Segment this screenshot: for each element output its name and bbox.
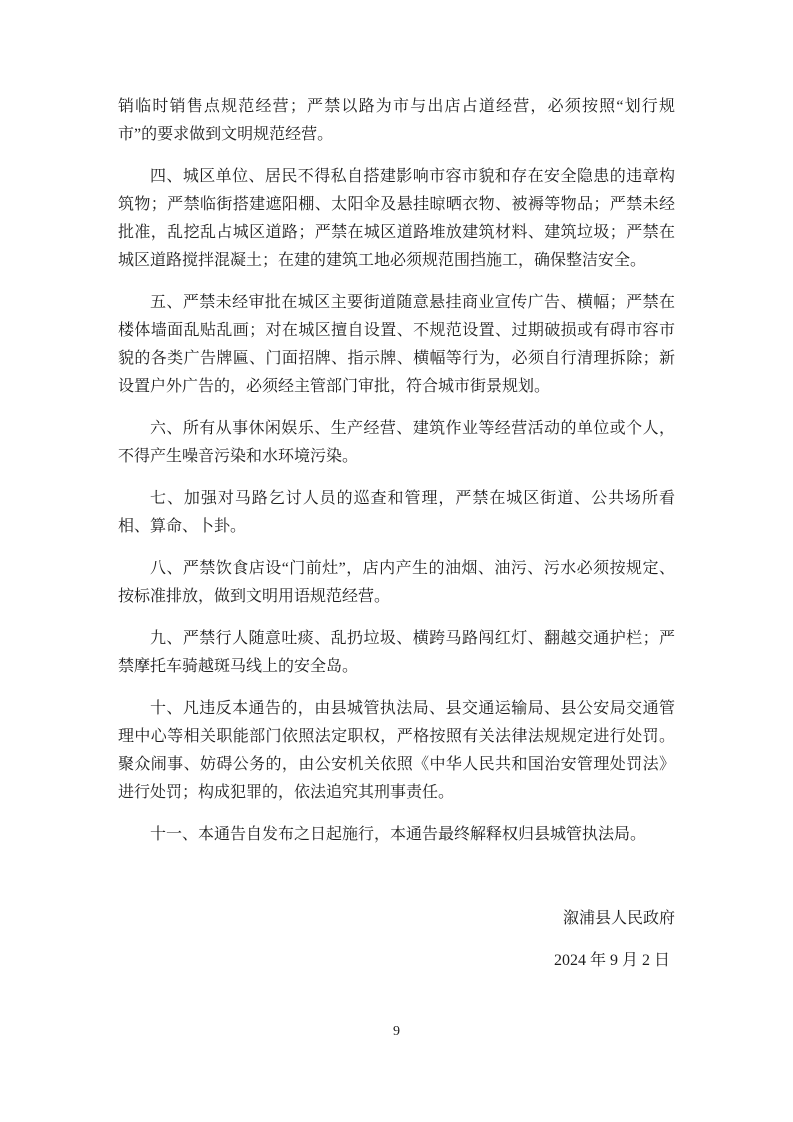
paragraph-item-6: 六、所有从事休闲娱乐、生产经营、建筑作业等经营活动的单位或个人，不得产生噪音污染和水环境污染。 [118, 420, 675, 465]
paragraph-item-4: 四、城区单位、居民不得私自搭建影响市容市貌和存在安全隐患的违章构筑物；严禁临街搭建遮阳棚、太阳伞及悬挂晾晒衣物、被褥等物品；严禁未经批准，乱挖乱占城区道路；严禁在城区道路堆放建筑材料、建筑垃圾；严禁在城区道路搅拌混凝土；在建的建筑工地必须规范围挡施工，确保整洁安全。 [118, 168, 675, 269]
paragraph-item-5: 五、严禁未经审批在城区主要街道随意悬挂商业宣传广告、横幅；严禁在楼体墙面乱贴乱画；对在城区擅自设置、不规范设置、过期破损或有碍市容市貌的各类广告牌匾、门面招牌、指示牌、横幅等行为，必须自行清理拆除；新设置户外广告的，必须经主管部门审批，符合城市街景规划。 [118, 294, 675, 395]
document-body [118, 93, 675, 975]
paragraph-item-10: 十、凡违反本通告的，由县城管执法局、县交通运输局、县公安局交通管理中心等相关职能部门依照法定职权，严格按照有关法律法规规定进行处罚。聚众闹事、妨碍公务的，由公安机关依照《中华人民共和国治安管理处罚法》进行处罚；构成犯罪的，依法追究其刑事责任。 [118, 700, 675, 801]
page-number: 9 [393, 1024, 400, 1039]
issuer-signature: 溆浦县人民政府 [562, 910, 675, 927]
paragraph-item-11: 十一、本通告自发布之日起施行，本通告最终解释权归县城管执法局。 [150, 826, 647, 843]
paragraph-item-8: 八、严禁饮食店设“门前灶”，店内产生的油烟、油污、污水必须按规定、按标准排放，做到文明用语规范经营。 [118, 560, 675, 605]
paragraph-continuation: 销临时销售点规范经营；严禁以路为市与出店占道经营，必须按照“划行规市”的要求做到文明规范经营。 [118, 98, 675, 143]
paragraph-item-7: 七、加强对马路乞讨人员的巡查和管理，严禁在城区街道、公共场所看相、算命、卜卦。 [118, 490, 675, 535]
issue-date: 2024 年 9 月 2 日 [553, 952, 670, 969]
paragraph-item-9: 九、严禁行人随意吐痰、乱扔垃圾、横跨马路闯红灯、翻越交通护栏；严禁摩托车骑越斑马线上的安全岛。 [118, 630, 675, 675]
